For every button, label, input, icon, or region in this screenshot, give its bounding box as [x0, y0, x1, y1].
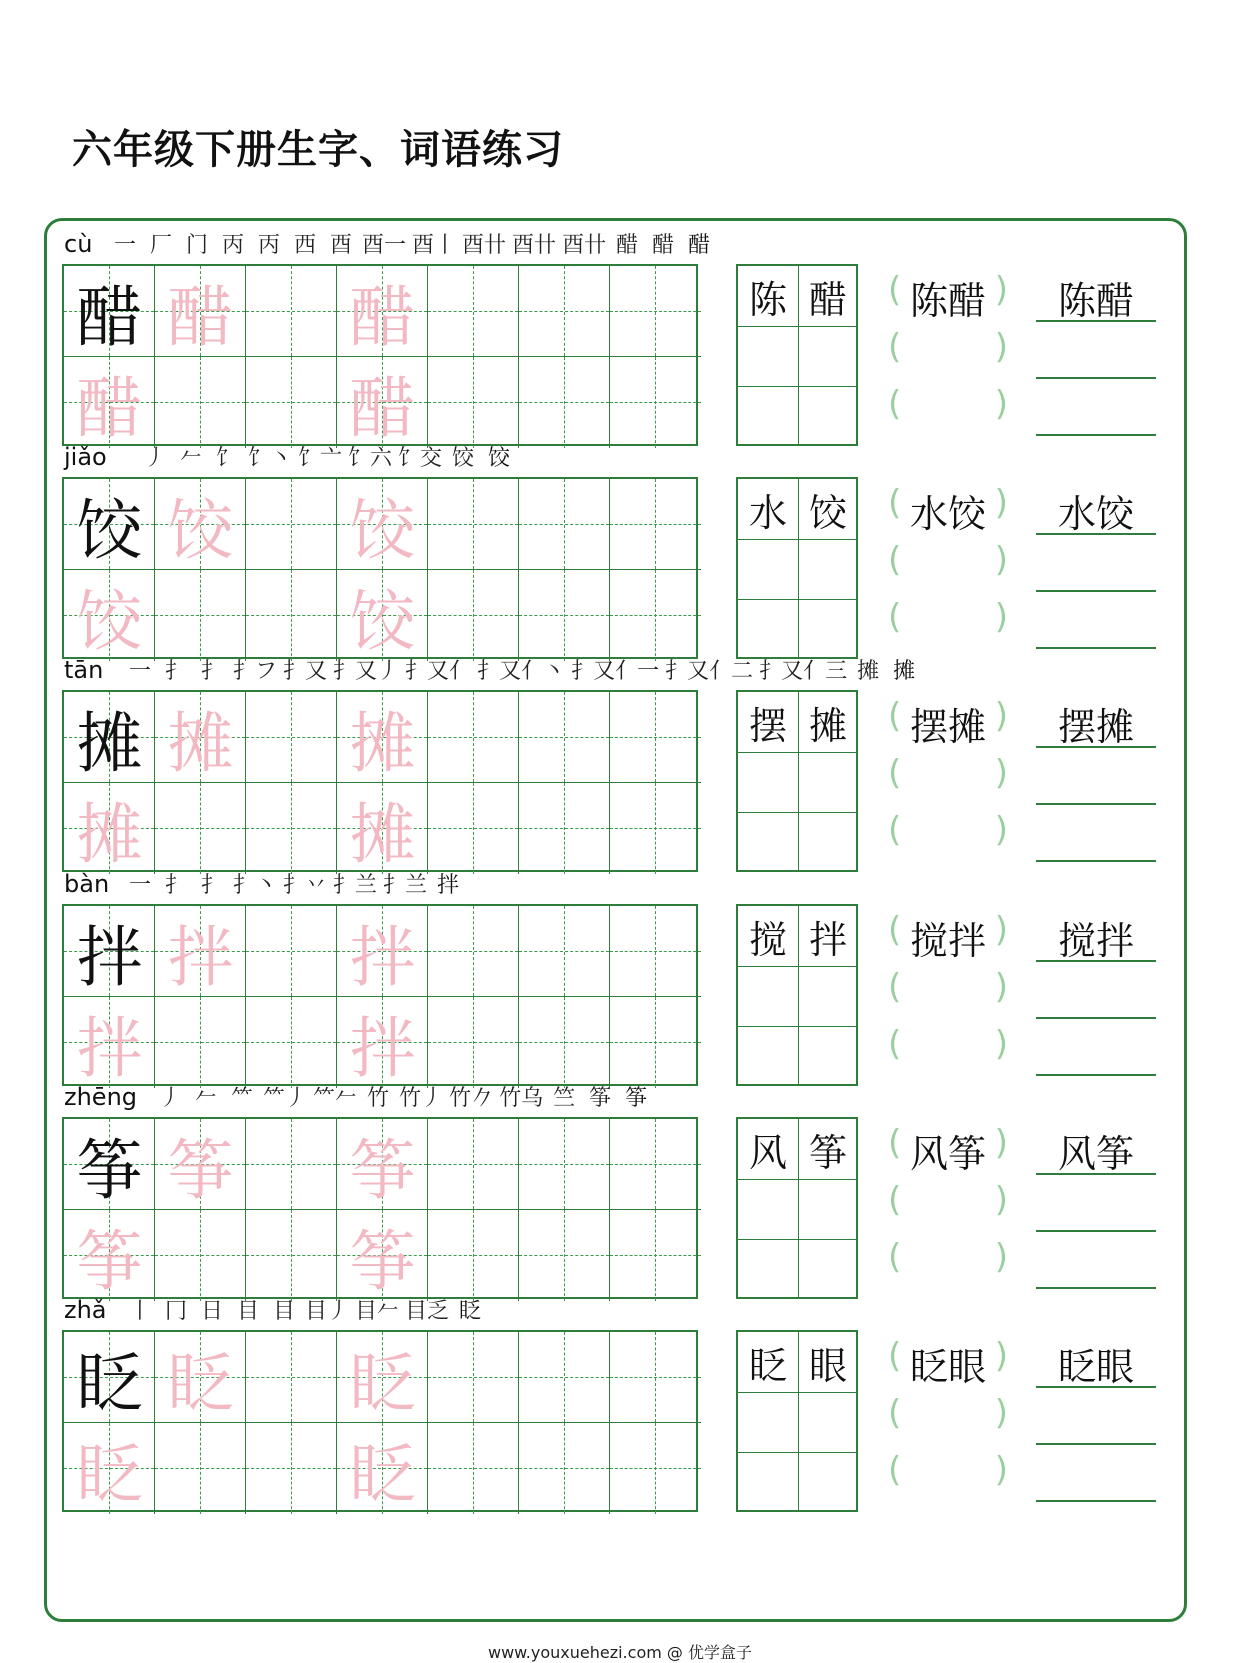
writing-line — [1036, 1386, 1156, 1388]
stroke-order — [125, 1294, 485, 1325]
model-character: 摊 — [76, 705, 143, 782]
trace-character: 饺 — [76, 583, 143, 660]
grid-cell[interactable] — [337, 783, 428, 874]
grid-cell[interactable] — [610, 266, 701, 357]
stroke-step: 扌兰 — [333, 873, 378, 898]
blank-parentheses[interactable] — [888, 753, 1008, 793]
trace-character: 摊 — [167, 705, 234, 782]
grid-cell[interactable] — [428, 1332, 519, 1423]
word-character: 陈 — [748, 277, 787, 322]
stroke-step: 扌 — [164, 873, 187, 898]
writing-line[interactable] — [1036, 1500, 1156, 1502]
trace-character: 眨 — [76, 1436, 143, 1513]
trace-character: 摊 — [349, 796, 416, 873]
trace-character: 醋 — [167, 279, 234, 356]
stroke-step: 酉丨 — [412, 233, 457, 258]
stroke-step: 摊 — [857, 659, 880, 684]
writing-grid — [62, 690, 698, 872]
trace-character: 醋 — [76, 370, 143, 447]
stroke-step: ⺮丿 — [263, 1086, 308, 1111]
grid-cell[interactable] — [337, 692, 428, 783]
word-text: 摆摊 — [909, 705, 986, 749]
stroke-step: 酉卄 — [512, 233, 557, 258]
left-paren: ( — [888, 540, 902, 580]
grid-cell[interactable] — [155, 1119, 246, 1210]
grid-cell[interactable] — [519, 1423, 610, 1514]
stroke-step: 拌 — [437, 873, 460, 898]
grid-cell[interactable] — [337, 1332, 428, 1423]
grid-cell[interactable] — [519, 479, 610, 570]
trace-character: 拌 — [349, 1010, 416, 1087]
stroke-step: 摊 — [893, 659, 916, 684]
grid-cell[interactable] — [246, 906, 337, 997]
word-grid-line — [738, 812, 856, 813]
model-character: 拌 — [76, 919, 143, 996]
grid-cell[interactable] — [337, 1423, 428, 1514]
grid-cell[interactable] — [337, 479, 428, 570]
stroke-step: 饣六 — [348, 446, 393, 471]
grid-cell[interactable] — [519, 266, 610, 357]
word-grid — [736, 904, 858, 1086]
writing-line[interactable] — [1036, 1017, 1156, 1019]
word-grid-line — [738, 326, 856, 327]
grid-cell[interactable] — [428, 479, 519, 570]
blank-parentheses[interactable] — [888, 327, 1008, 367]
word-grid — [736, 1330, 858, 1512]
grid-cell[interactable] — [610, 479, 701, 570]
blank-parentheses[interactable] — [888, 384, 1008, 424]
word-grid-line — [738, 966, 856, 967]
grid-cell[interactable] — [246, 783, 337, 874]
right-paren: ) — [994, 483, 1008, 523]
footer-credit: www.youxuehezi.com @ 优学盒子 — [488, 1643, 752, 1662]
stroke-step: 扌又亻丶 — [477, 659, 566, 684]
blank-parentheses[interactable] — [888, 1393, 1008, 1433]
writing-grid — [62, 264, 698, 446]
word-character: 眼 — [808, 1343, 847, 1388]
word-parentheses — [888, 270, 1008, 323]
stroke-step: 扌又亻一 — [571, 659, 660, 684]
stroke-step: 竹 — [367, 1086, 390, 1111]
trace-character: 饺 — [167, 492, 234, 569]
right-paren: ) — [994, 1024, 1008, 1064]
blank-parentheses[interactable] — [888, 967, 1008, 1007]
page-title: 六年级下册生字、词语练习 — [72, 127, 564, 173]
word-character: 水 — [748, 490, 787, 535]
stroke-step: 饣交 — [398, 446, 443, 471]
pinyin-label: cù — [64, 230, 93, 258]
word-grid-line — [738, 539, 856, 540]
word-character: 筝 — [808, 1130, 847, 1175]
grid-cell[interactable] — [519, 1119, 610, 1210]
trace-character: 眨 — [349, 1436, 416, 1513]
word-grid-line — [738, 1452, 856, 1453]
grid-cell[interactable] — [64, 1119, 155, 1210]
word-grid — [736, 477, 858, 659]
word-character: 醋 — [808, 277, 847, 322]
grid-cell[interactable] — [610, 692, 701, 783]
trace-character: 摊 — [76, 796, 143, 873]
grid-cell[interactable] — [246, 692, 337, 783]
word-parentheses — [888, 483, 1008, 536]
stroke-step: 扌又亻 — [405, 659, 472, 684]
underlined-word: 摆摊 — [1057, 705, 1134, 749]
writing-grid — [62, 904, 698, 1086]
grid-cell[interactable] — [337, 1210, 428, 1301]
blank-parentheses[interactable] — [888, 1024, 1008, 1064]
right-paren: ) — [994, 910, 1008, 950]
grid-cell[interactable] — [64, 1210, 155, 1301]
word-parentheses — [888, 910, 1008, 963]
grid-cell[interactable] — [64, 479, 155, 570]
blank-parentheses[interactable] — [888, 597, 1008, 637]
model-character: 眨 — [76, 1345, 143, 1422]
grid-cell[interactable] — [64, 906, 155, 997]
stroke-order — [125, 654, 919, 685]
stroke-step: 酉卄 — [562, 233, 607, 258]
word-grid-line — [738, 1392, 856, 1393]
right-paren: ) — [994, 1237, 1008, 1277]
stroke-step: 酉 — [329, 233, 352, 258]
pinyin-label: zhēng — [64, 1083, 138, 1111]
right-paren: ) — [994, 696, 1008, 736]
grid-cell[interactable] — [64, 1423, 155, 1514]
character-section — [62, 648, 1162, 878]
trace-character: 饺 — [349, 583, 416, 660]
pinyin-label: bàn — [64, 870, 110, 898]
character-section — [62, 1075, 1162, 1305]
writing-line — [1036, 1173, 1156, 1175]
grid-cell[interactable] — [246, 1119, 337, 1210]
word-grid-line — [738, 1026, 856, 1027]
blank-parentheses[interactable] — [888, 1450, 1008, 1490]
word-grid — [736, 690, 858, 872]
pinyin-label: jiǎo — [64, 443, 107, 471]
grid-cell[interactable] — [246, 479, 337, 570]
grid-cell[interactable] — [64, 266, 155, 357]
left-paren: ( — [888, 1123, 902, 1163]
left-paren: ( — [888, 910, 902, 950]
grid-cell[interactable] — [337, 906, 428, 997]
underlined-word: 眨眼 — [1057, 1345, 1134, 1389]
word-character: 饺 — [808, 490, 847, 535]
blank-parentheses[interactable] — [888, 810, 1008, 850]
stroke-step: 目𠂉 — [355, 1299, 400, 1324]
word-character: 搅 — [748, 917, 787, 962]
blank-parentheses[interactable] — [888, 1237, 1008, 1277]
character-section — [62, 435, 1162, 665]
stroke-step: 饺 — [488, 446, 511, 471]
left-paren: ( — [888, 384, 902, 424]
word-text: 陈醋 — [909, 279, 986, 323]
word-parentheses — [888, 1123, 1008, 1176]
right-paren: ) — [994, 753, 1008, 793]
stroke-step: 饺 — [452, 446, 475, 471]
writing-line — [1036, 746, 1156, 748]
grid-cell[interactable] — [155, 1423, 246, 1514]
right-paren: ) — [994, 967, 1008, 1007]
stroke-step: 饣丶 — [248, 446, 293, 471]
trace-character: 饺 — [349, 492, 416, 569]
stroke-step: 扌又亻三 — [759, 659, 848, 684]
writing-grid — [62, 477, 698, 659]
right-paren: ) — [994, 810, 1008, 850]
trace-character: 醋 — [349, 370, 416, 447]
trace-character: 眨 — [349, 1345, 416, 1422]
word-parentheses — [888, 696, 1008, 749]
stroke-step: 一 — [113, 233, 136, 258]
grid-cell[interactable] — [610, 1423, 701, 1514]
word-text: 眨眼 — [909, 1345, 986, 1389]
stroke-step: 厂 — [149, 233, 172, 258]
grid-cell[interactable] — [337, 570, 428, 661]
grid-cell[interactable] — [155, 783, 246, 874]
left-paren: ( — [888, 1180, 902, 1220]
stroke-step: 丙 — [221, 233, 244, 258]
stroke-step: 一 — [128, 873, 151, 898]
stroke-step: 丿 — [158, 1086, 181, 1111]
word-grid-line — [738, 752, 856, 753]
left-paren: ( — [888, 967, 902, 1007]
trace-character: 筝 — [349, 1223, 416, 1300]
stroke-order — [140, 441, 514, 472]
grid-cell[interactable] — [428, 906, 519, 997]
left-paren: ( — [888, 270, 902, 310]
stroke-step: 饣 — [215, 446, 238, 471]
grid-cell[interactable] — [428, 266, 519, 357]
left-paren: ( — [888, 810, 902, 850]
trace-character: 眨 — [167, 1345, 234, 1422]
grid-cell[interactable] — [64, 692, 155, 783]
right-paren: ) — [994, 1336, 1008, 1376]
model-character: 醋 — [76, 279, 143, 356]
stroke-step: 日 — [200, 1299, 223, 1324]
grid-cell[interactable] — [610, 1332, 701, 1423]
grid-cell[interactable] — [64, 783, 155, 874]
stroke-step: ⺮𠂉 — [313, 1086, 358, 1111]
word-grid-line — [738, 1239, 856, 1240]
writing-line[interactable] — [1036, 803, 1156, 805]
model-character: 筝 — [76, 1132, 143, 1209]
character-section — [62, 222, 1162, 452]
stroke-step: 𠂉 — [179, 446, 202, 471]
stroke-step: 扌又丿 — [333, 659, 400, 684]
stroke-step: 筝 — [589, 1086, 612, 1111]
grid-cell[interactable] — [155, 692, 246, 783]
trace-character: 筝 — [349, 1132, 416, 1209]
grid-cell[interactable] — [155, 1332, 246, 1423]
stroke-step: 冂 — [164, 1299, 187, 1324]
right-paren: ) — [994, 327, 1008, 367]
stroke-step: 西 — [293, 233, 316, 258]
stroke-step: 竺 — [553, 1086, 576, 1111]
word-grid — [736, 1117, 858, 1299]
stroke-step: 扌フ — [233, 659, 278, 684]
left-paren: ( — [888, 597, 902, 637]
word-character: 眨 — [748, 1343, 787, 1388]
underlined-word: 水饺 — [1057, 492, 1134, 536]
character-section — [62, 1288, 1162, 1518]
stroke-step: ⺮ — [230, 1086, 253, 1111]
stroke-step: 一 — [128, 659, 151, 684]
grid-cell[interactable] — [428, 1119, 519, 1210]
trace-character: 筝 — [167, 1132, 234, 1209]
blank-parentheses[interactable] — [888, 540, 1008, 580]
grid-cell[interactable] — [246, 1423, 337, 1514]
stroke-step: 目乏 — [405, 1299, 450, 1324]
stroke-step: 目 — [272, 1299, 295, 1324]
trace-character: 拌 — [76, 1010, 143, 1087]
writing-line[interactable] — [1036, 1230, 1156, 1232]
trace-character: 筝 — [76, 1223, 143, 1300]
stroke-step: 酉卄 — [462, 233, 507, 258]
left-paren: ( — [888, 1393, 902, 1433]
stroke-order — [110, 228, 714, 259]
grid-cell[interactable] — [246, 266, 337, 357]
trace-character: 摊 — [349, 705, 416, 782]
trace-character: 拌 — [167, 919, 234, 996]
stroke-step: 目丿 — [305, 1299, 350, 1324]
stroke-step: 扌 — [200, 873, 223, 898]
grid-cell[interactable] — [519, 783, 610, 874]
stroke-step: 扌又亻二 — [665, 659, 754, 684]
word-text: 搅拌 — [909, 919, 986, 963]
right-paren: ) — [994, 1450, 1008, 1490]
stroke-step: 丨 — [128, 1299, 151, 1324]
left-paren: ( — [888, 327, 902, 367]
writing-line — [1036, 320, 1156, 322]
character-section — [62, 862, 1162, 1092]
left-paren: ( — [888, 483, 902, 523]
grid-cell[interactable] — [519, 1332, 610, 1423]
grid-cell[interactable] — [610, 906, 701, 997]
grid-cell[interactable] — [337, 357, 428, 448]
grid-cell[interactable] — [428, 783, 519, 874]
word-grid-line — [738, 1179, 856, 1180]
right-paren: ) — [994, 384, 1008, 424]
writing-line — [1036, 533, 1156, 535]
right-paren: ) — [994, 540, 1008, 580]
word-grid-line — [738, 386, 856, 387]
stroke-step: 𠂉 — [194, 1086, 217, 1111]
grid-cell[interactable] — [155, 266, 246, 357]
pinyin-label: zhǎ — [64, 1296, 107, 1324]
grid-cell[interactable] — [337, 266, 428, 357]
right-paren: ) — [994, 597, 1008, 637]
word-grid — [736, 264, 858, 446]
model-character: 饺 — [76, 492, 143, 569]
trace-character: 醋 — [349, 279, 416, 356]
underlined-word: 搅拌 — [1057, 919, 1134, 963]
right-paren: ) — [994, 1180, 1008, 1220]
stroke-step: 扌又 — [283, 659, 328, 684]
grid-cell[interactable] — [155, 906, 246, 997]
stroke-step: 丙 — [257, 233, 280, 258]
grid-cell[interactable] — [428, 1423, 519, 1514]
left-paren: ( — [888, 753, 902, 793]
word-parentheses — [888, 1336, 1008, 1389]
grid-cell[interactable] — [64, 1332, 155, 1423]
writing-line[interactable] — [1036, 1443, 1156, 1445]
stroke-step: 醋 — [616, 233, 639, 258]
word-character: 摆 — [748, 703, 787, 748]
grid-cell[interactable] — [428, 692, 519, 783]
stroke-step: 扌 — [200, 659, 223, 684]
left-paren: ( — [888, 696, 902, 736]
right-paren: ) — [994, 1393, 1008, 1433]
word-grid-line — [738, 599, 856, 600]
trace-character: 拌 — [349, 919, 416, 996]
stroke-step: 竹𠂊 — [449, 1086, 494, 1111]
grid-cell[interactable] — [519, 906, 610, 997]
grid-cell[interactable] — [64, 997, 155, 1088]
stroke-step: 扌丶 — [233, 873, 278, 898]
writing-grid — [62, 1330, 698, 1512]
grid-cell[interactable] — [246, 1332, 337, 1423]
right-paren: ) — [994, 1123, 1008, 1163]
stroke-step: 醋 — [688, 233, 711, 258]
stroke-step: 扌兰 — [383, 873, 428, 898]
stroke-step: 丿 — [143, 446, 166, 471]
stroke-step: 眨 — [459, 1299, 482, 1324]
stroke-step: 竹乌 — [499, 1086, 544, 1111]
word-text: 水饺 — [909, 492, 986, 536]
word-text: 风筝 — [909, 1132, 986, 1176]
grid-cell[interactable] — [155, 479, 246, 570]
writing-line — [1036, 960, 1156, 962]
grid-cell[interactable] — [519, 692, 610, 783]
stroke-step: 筝 — [625, 1086, 648, 1111]
word-character: 摊 — [808, 703, 847, 748]
left-paren: ( — [888, 1450, 902, 1490]
stroke-step: 竹丿 — [399, 1086, 444, 1111]
grid-cell[interactable] — [610, 783, 701, 874]
left-paren: ( — [888, 1237, 902, 1277]
writing-grid — [62, 1117, 698, 1299]
stroke-step: 扌丷 — [283, 873, 328, 898]
stroke-step: 门 — [185, 233, 208, 258]
grid-cell[interactable] — [610, 1119, 701, 1210]
underlined-word: 风筝 — [1057, 1132, 1134, 1176]
left-paren: ( — [888, 1024, 902, 1064]
pinyin-label: tān — [64, 656, 104, 684]
grid-cell[interactable] — [337, 997, 428, 1088]
word-character: 拌 — [808, 917, 847, 962]
writing-line[interactable] — [1036, 377, 1156, 379]
stroke-step: 目 — [236, 1299, 259, 1324]
left-paren: ( — [888, 1336, 902, 1376]
grid-cell[interactable] — [64, 357, 155, 448]
grid-cell[interactable] — [337, 1119, 428, 1210]
underlined-word: 陈醋 — [1057, 279, 1134, 323]
word-character: 风 — [748, 1130, 787, 1175]
blank-parentheses[interactable] — [888, 1180, 1008, 1220]
stroke-step: 酉一 — [362, 233, 407, 258]
grid-cell[interactable] — [64, 570, 155, 661]
stroke-step: 饣亠 — [298, 446, 343, 471]
stroke-step: 醋 — [652, 233, 675, 258]
stroke-step: 扌 — [164, 659, 187, 684]
right-paren: ) — [994, 270, 1008, 310]
writing-line[interactable] — [1036, 590, 1156, 592]
